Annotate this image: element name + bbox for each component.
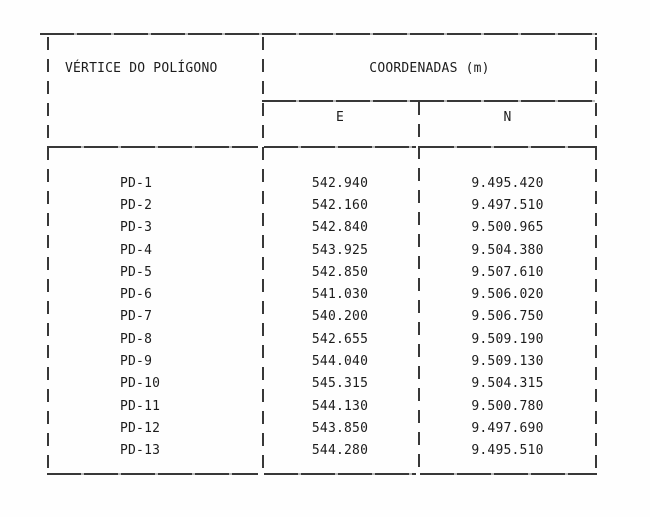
table-row <box>47 350 597 372</box>
vertex-cell: PD-13 <box>120 443 161 459</box>
vertex-cell: PD-11 <box>120 398 161 414</box>
vertex-column-header: VÉRTICE DO POLÍGONO <box>65 61 218 76</box>
vertex-cell: PD-2 <box>120 197 153 213</box>
vertex-cell: PD-9 <box>120 354 153 370</box>
east-cell: 542.160 <box>311 197 369 213</box>
coordinates-group-header: COORDENADAS (m) <box>369 61 490 76</box>
vertex-cell: PD-1 <box>120 175 153 191</box>
east-cell: 542.850 <box>311 264 369 280</box>
north-cell: 9.509.190 <box>471 331 544 347</box>
north-cell: 9.495.420 <box>471 175 544 191</box>
coordinates-header-underline <box>262 100 595 102</box>
east-cell: 544.130 <box>311 398 369 414</box>
header-underline-left-segment <box>47 146 258 148</box>
bottom-border-mid-segment <box>264 473 416 475</box>
east-cell: 543.850 <box>311 420 369 436</box>
bottom-border-right-segment <box>420 473 597 475</box>
vertex-cell: PD-6 <box>120 287 153 303</box>
north-cell: 9.500.965 <box>471 220 544 236</box>
north-cell: 9.495.510 <box>471 443 544 459</box>
vertex-cell: PD-4 <box>120 242 153 258</box>
header-underline-mid-segment <box>264 146 416 148</box>
table-row <box>47 440 597 462</box>
vertex-cell: PD-3 <box>120 220 153 236</box>
header-underline-right-segment <box>420 146 597 148</box>
east-cell: 543.925 <box>311 242 369 258</box>
table-row <box>47 283 597 305</box>
vertex-cell: PD-7 <box>120 309 153 325</box>
east-cell: 544.040 <box>311 354 369 370</box>
east-cell: 540.200 <box>311 309 369 325</box>
north-column-header: N <box>503 110 512 125</box>
table-row <box>47 172 597 194</box>
table-row <box>47 217 597 239</box>
north-cell: 9.506.020 <box>471 287 544 303</box>
north-cell: 9.504.380 <box>471 242 544 258</box>
table-row <box>47 306 597 328</box>
vertex-cell: PD-10 <box>120 376 161 392</box>
table-row <box>47 194 597 216</box>
vertex-cell: PD-12 <box>120 420 161 436</box>
table-body <box>47 172 597 462</box>
east-cell: 544.280 <box>311 443 369 459</box>
bottom-border-left-segment <box>47 473 258 475</box>
east-cell: 541.030 <box>311 287 369 303</box>
table-row <box>47 373 597 395</box>
north-cell: 9.507.610 <box>471 264 544 280</box>
table-row <box>47 328 597 350</box>
east-cell: 542.655 <box>311 331 369 347</box>
table-row <box>47 395 597 417</box>
north-cell: 9.504.315 <box>471 376 544 392</box>
vertex-cell: PD-8 <box>120 331 153 347</box>
east-cell: 545.315 <box>311 376 369 392</box>
table-row <box>47 261 597 283</box>
north-cell: 9.506.750 <box>471 309 544 325</box>
north-cell: 9.500.780 <box>471 398 544 414</box>
east-cell: 542.840 <box>311 220 369 236</box>
table-row <box>47 417 597 439</box>
table-top-border <box>40 33 597 35</box>
vertex-cell: PD-5 <box>120 264 153 280</box>
east-column-header: E <box>335 110 345 125</box>
north-cell: 9.497.510 <box>471 197 544 213</box>
coordinates-table <box>47 33 597 474</box>
north-cell: 9.497.690 <box>471 420 544 436</box>
table-row <box>47 239 597 261</box>
east-cell: 542.940 <box>311 175 369 191</box>
north-cell: 9.509.130 <box>471 354 544 370</box>
